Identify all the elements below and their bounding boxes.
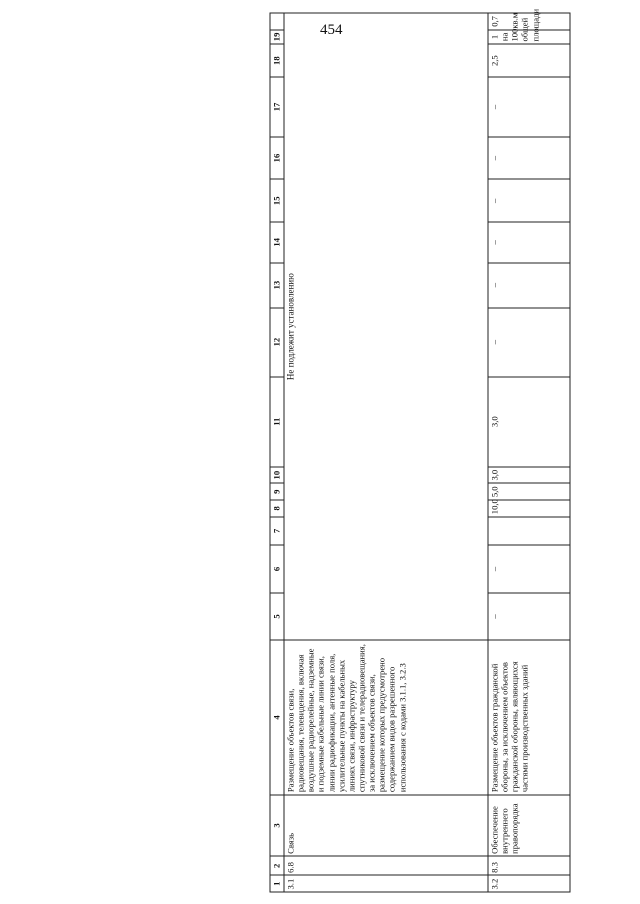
cell-col12: –: [488, 308, 570, 377]
cell-col10: 3,0: [488, 467, 570, 484]
cell-col6: –: [488, 545, 570, 593]
row-number: 3.2: [488, 875, 570, 892]
col-header-1: 1: [270, 875, 284, 892]
cell-col5: –: [488, 593, 570, 641]
col-header-8: 8: [270, 500, 284, 517]
cell-col11: 3,0: [488, 377, 570, 467]
row-use-name: Обеспечение внутреннего правопорядка: [488, 795, 570, 857]
page-number: 454: [320, 22, 343, 38]
cell-col7: [488, 517, 570, 546]
row-code: 8.3: [488, 856, 570, 875]
cell-col16: –: [488, 137, 570, 180]
document-table: [270, 8, 571, 893]
col-header-17: 17: [270, 77, 284, 136]
col-header-13: 13: [270, 263, 284, 308]
row-number: 3.1: [284, 875, 488, 892]
col-header-2: 2: [270, 856, 284, 875]
col-header-6: 6: [270, 545, 284, 593]
header-row: [270, 13, 284, 892]
row-use-name: Связь: [284, 795, 488, 857]
row-code: 6.8: [284, 856, 488, 875]
col-header-18: 18: [270, 44, 284, 77]
cell-col8: 10,0: [488, 500, 570, 517]
cell-col15: –: [488, 179, 570, 222]
col-header-10: 10: [270, 467, 284, 484]
col-header-5: 5: [270, 593, 284, 641]
table-row: [488, 13, 570, 892]
cell-col18: 2,5: [488, 44, 570, 77]
cell-col9: 5,0: [488, 483, 570, 500]
row-description: Размещение объектов гражданской обороны, за исключением объектов гражданской обороны, являющихся частями производственных зданий: [488, 640, 570, 794]
col-header-11: 11: [270, 377, 284, 467]
cell-col17: –: [488, 77, 570, 136]
col-header-14: 14: [270, 222, 284, 262]
col-header-16: 16: [270, 137, 284, 180]
col-header-4: 4: [270, 640, 284, 794]
cell-col20: 0,7: [488, 13, 570, 30]
cell-col13: –: [488, 263, 570, 308]
row-description: Размещение объектов связи, радиовещания, телевидения, включая воздушные радиорелейные, надземные и подземные кабельные линии связи, линии радиофикации, антенные поля, усилительные пункты на кабельных линиях связи, инфраструктуру спутниковой связи и телерадиовещания, за исключением объектов связи, размещение которых предусмотрено содержанием видов разрешенного использования с кодами 3.1.1, 3.2.3: [284, 640, 488, 794]
col-header-15: 15: [270, 179, 284, 222]
col-header-19: 19: [270, 30, 284, 44]
col-header-12: 12: [270, 308, 284, 377]
table-row: [284, 13, 488, 892]
col-header-3: 3: [270, 795, 284, 857]
col-header-9: 9: [270, 483, 284, 500]
col-header-7: 7: [270, 517, 284, 546]
row-not-applicable: Не подлежит установлению: [284, 13, 488, 640]
cell-col14: –: [488, 222, 570, 262]
col-header-extra: [270, 13, 284, 30]
cell-col19: 1 на 100кв.м общей площади: [488, 30, 570, 44]
